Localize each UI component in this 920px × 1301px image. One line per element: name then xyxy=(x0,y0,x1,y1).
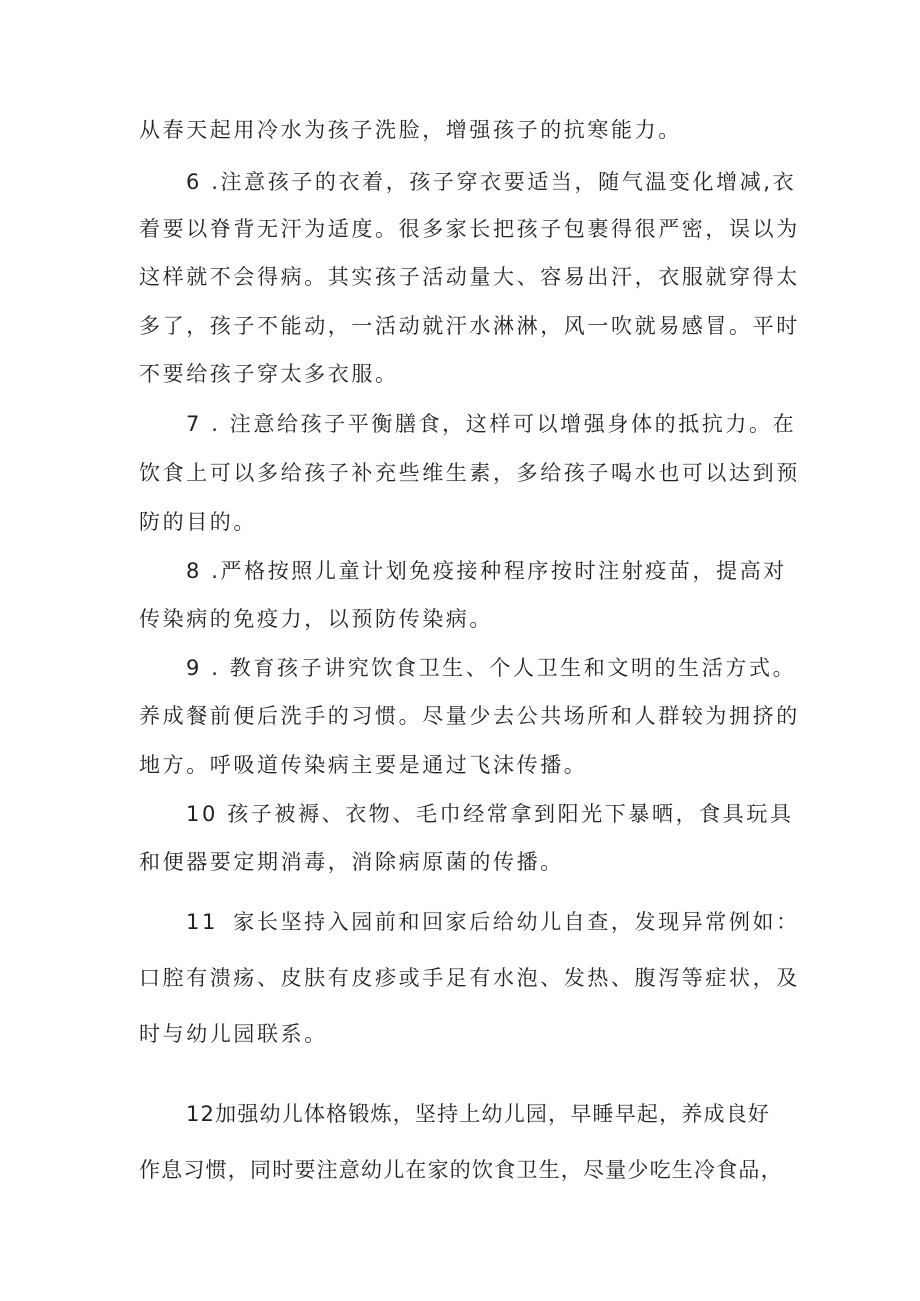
item-7-line-2: 饮食上可以多给孩子补充些维生素，多给孩子喝水也可以达到预 xyxy=(139,461,800,485)
item-10-line-1: 10 孩子被褥、衣物、毛巾经常拿到阳光下暴晒，食具玩具 xyxy=(186,802,794,826)
text-line-1: 从春天起用冷水为孩子洗脸，增强孩子的抗寒能力。 xyxy=(139,118,682,142)
item-8-line-2: 传染病的免疫力，以预防传染病。 xyxy=(139,607,493,631)
item-9-line-1: 9 . 教育孩子讲究饮食卫生、个人卫生和文明的生活方式。 xyxy=(186,656,797,680)
item-7-line-3: 防的目的。 xyxy=(139,510,257,534)
item-6-line-3: 这样就不会得病。其实孩子活动量大、容易出汗，衣服就穿得太 xyxy=(139,265,800,289)
item-11-number: 11 xyxy=(186,910,218,934)
item-6-line-5: 不要给孩子穿太多衣服。 xyxy=(139,362,399,386)
item-11-line-2: 口腔有溃疡、皮肤有皮疹或手足有水泡、发热、腹泻等症状，及 xyxy=(139,966,800,990)
item-10-line-2: 和便器要定期消毒，消除病原菌的传播。 xyxy=(139,850,564,874)
item-9-line-3: 地方。呼吸道传染病主要是通过飞沫传播。 xyxy=(139,753,588,777)
item-11-text: 家长坚持入园前和回家后给幼儿自查，发现异常例如： xyxy=(233,910,800,934)
item-6-line-2: 着要以脊背无汗为适度。很多家长把孩子包裹得很严密，误以为 xyxy=(139,217,800,241)
item-12-line-1: 12加强幼儿体格锻炼，坚持上幼儿园，早睡早起，养成良好 xyxy=(186,1102,771,1126)
item-7-line-1: 7 . 注意给孩子平衡膳食，这样可以增强身体的抵抗力。在 xyxy=(186,412,797,436)
item-6-line-1: 6 .注意孩子的衣着，孩子穿衣要适当，随气温变化增减,衣 xyxy=(186,170,797,194)
item-11-line-3: 时与幼儿园联系。 xyxy=(139,1022,328,1046)
item-6-line-4: 多了，孩子不能动，一活动就汗水淋淋，风一吹就易感冒。平时 xyxy=(139,314,800,338)
item-9-line-2: 养成餐前便后洗手的习惯。尽量少去公共场所和人群较为拥挤的 xyxy=(139,704,800,728)
item-8-line-1: 8 .严格按照儿童计划免疫接种程序按时注射疫苗，提高对 xyxy=(186,559,787,583)
item-12-line-2: 作息习惯，同时要注意幼儿在家的饮食卫生，尽量少吃生冷食品， xyxy=(139,1158,783,1182)
item-11-line-1 xyxy=(186,908,846,936)
